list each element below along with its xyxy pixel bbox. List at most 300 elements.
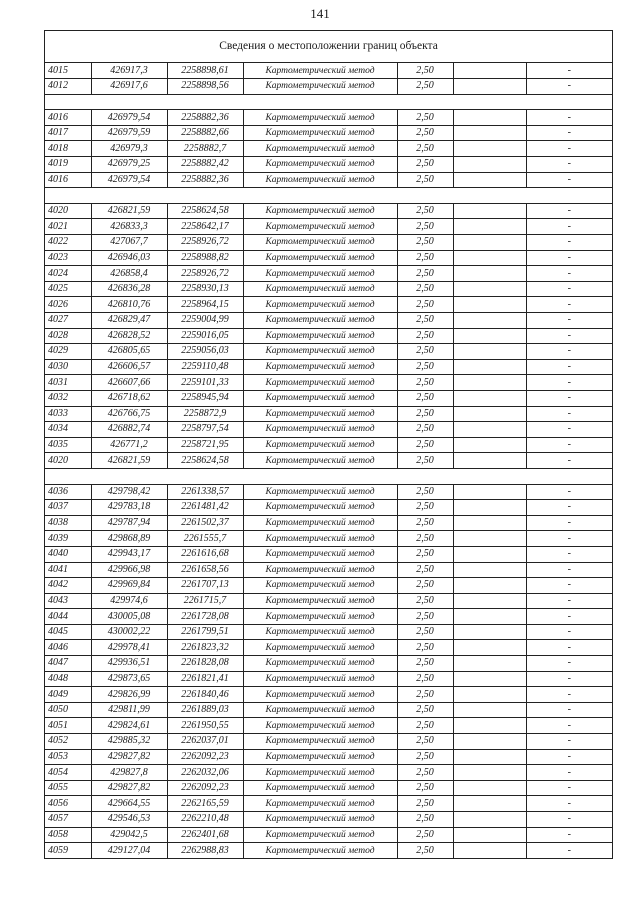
empty-cell-cell xyxy=(453,515,526,531)
x-coordinate-cell: 429811,99 xyxy=(91,702,167,718)
point-number-cell: 4032 xyxy=(45,390,91,406)
point-number-cell: 4031 xyxy=(45,375,91,391)
accuracy-cell: 2,50 xyxy=(397,812,453,828)
point-number-cell: 4021 xyxy=(45,219,91,235)
empty-cell-cell xyxy=(453,141,526,157)
method-cell: Картометрический метод xyxy=(243,203,397,219)
y-coordinate-cell: 2261828,08 xyxy=(167,656,243,672)
accuracy-cell: 2,50 xyxy=(397,172,453,188)
empty-cell-cell xyxy=(453,437,526,453)
empty-cell-cell xyxy=(453,172,526,188)
table-body xyxy=(45,63,612,858)
y-coordinate-cell: 2261728,08 xyxy=(167,609,243,625)
point-number-cell: 4052 xyxy=(45,734,91,750)
x-coordinate-cell: 426607,66 xyxy=(91,375,167,391)
point-number-cell: 4019 xyxy=(45,157,91,173)
description-cell: - xyxy=(526,422,612,438)
method-cell: Картометрический метод xyxy=(243,546,397,562)
description-cell: - xyxy=(526,843,612,859)
table-row xyxy=(45,422,612,438)
accuracy-cell: 2,50 xyxy=(397,718,453,734)
empty-cell-cell xyxy=(453,718,526,734)
empty-cell-cell xyxy=(453,125,526,141)
description-cell: - xyxy=(526,796,612,812)
table-row xyxy=(45,624,612,640)
description-cell: - xyxy=(526,656,612,672)
empty-cell-cell xyxy=(453,359,526,375)
x-coordinate-cell: 429798,42 xyxy=(91,484,167,500)
method-cell: Картометрический метод xyxy=(243,297,397,313)
y-coordinate-cell: 2259016,05 xyxy=(167,328,243,344)
method-cell: Картометрический метод xyxy=(243,687,397,703)
table-row xyxy=(45,453,612,469)
point-number-cell: 4040 xyxy=(45,546,91,562)
description-cell: - xyxy=(526,640,612,656)
x-coordinate-cell: 429943,17 xyxy=(91,546,167,562)
point-number-cell: 4055 xyxy=(45,780,91,796)
accuracy-cell: 2,50 xyxy=(397,827,453,843)
x-coordinate-cell: 429827,82 xyxy=(91,749,167,765)
description-cell: - xyxy=(526,531,612,547)
x-coordinate-cell: 429826,99 xyxy=(91,687,167,703)
accuracy-cell: 2,50 xyxy=(397,671,453,687)
table-row xyxy=(45,484,612,500)
accuracy-cell: 2,50 xyxy=(397,546,453,562)
x-coordinate-cell: 426882,74 xyxy=(91,422,167,438)
accuracy-cell: 2,50 xyxy=(397,640,453,656)
x-coordinate-cell: 429824,61 xyxy=(91,718,167,734)
method-cell: Картометрический метод xyxy=(243,593,397,609)
x-coordinate-cell: 426828,52 xyxy=(91,328,167,344)
y-coordinate-cell: 2261658,56 xyxy=(167,562,243,578)
y-coordinate-cell: 2259101,33 xyxy=(167,375,243,391)
y-coordinate-cell: 2258882,36 xyxy=(167,172,243,188)
group-separator-row xyxy=(45,468,612,484)
empty-cell-cell xyxy=(453,79,526,95)
empty-cell-cell xyxy=(453,375,526,391)
x-coordinate-cell: 426829,47 xyxy=(91,313,167,329)
table-row xyxy=(45,593,612,609)
description-cell: - xyxy=(526,671,612,687)
method-cell: Картометрический метод xyxy=(243,484,397,500)
x-coordinate-cell: 426821,59 xyxy=(91,453,167,469)
x-coordinate-cell: 429936,51 xyxy=(91,656,167,672)
method-cell: Картометрический метод xyxy=(243,437,397,453)
table-row xyxy=(45,344,612,360)
y-coordinate-cell: 2258964,15 xyxy=(167,297,243,313)
x-coordinate-cell: 426979,25 xyxy=(91,157,167,173)
y-coordinate-cell: 2258797,54 xyxy=(167,422,243,438)
empty-cell-cell xyxy=(453,281,526,297)
accuracy-cell: 2,50 xyxy=(397,266,453,282)
accuracy-cell: 2,50 xyxy=(397,422,453,438)
y-coordinate-cell: 2258882,7 xyxy=(167,141,243,157)
accuracy-cell: 2,50 xyxy=(397,406,453,422)
accuracy-cell: 2,50 xyxy=(397,796,453,812)
table-row xyxy=(45,63,612,79)
empty-cell-cell xyxy=(453,780,526,796)
empty-cell-cell xyxy=(453,687,526,703)
x-coordinate-cell: 430002,22 xyxy=(91,624,167,640)
empty-cell-cell xyxy=(453,609,526,625)
point-number-cell: 4059 xyxy=(45,843,91,859)
method-cell: Картометрический метод xyxy=(243,375,397,391)
table-row xyxy=(45,687,612,703)
table-row xyxy=(45,500,612,516)
group-separator-row xyxy=(45,188,612,204)
x-coordinate-cell: 426805,65 xyxy=(91,344,167,360)
point-number-cell: 4023 xyxy=(45,250,91,266)
table-row xyxy=(45,281,612,297)
empty-cell-cell xyxy=(453,406,526,422)
table-row xyxy=(45,406,612,422)
accuracy-cell: 2,50 xyxy=(397,500,453,516)
accuracy-cell: 2,50 xyxy=(397,656,453,672)
x-coordinate-cell: 429974,6 xyxy=(91,593,167,609)
empty-cell-cell xyxy=(453,235,526,251)
description-cell: - xyxy=(526,359,612,375)
x-coordinate-cell: 426821,59 xyxy=(91,203,167,219)
accuracy-cell: 2,50 xyxy=(397,313,453,329)
point-number-cell: 4036 xyxy=(45,484,91,500)
table-row xyxy=(45,359,612,375)
accuracy-cell: 2,50 xyxy=(397,765,453,781)
point-number-cell: 4018 xyxy=(45,141,91,157)
description-cell: - xyxy=(526,219,612,235)
method-cell: Картометрический метод xyxy=(243,281,397,297)
accuracy-cell: 2,50 xyxy=(397,79,453,95)
accuracy-cell: 2,50 xyxy=(397,702,453,718)
empty-cell-cell xyxy=(453,734,526,750)
accuracy-cell: 2,50 xyxy=(397,390,453,406)
table-row xyxy=(45,297,612,313)
accuracy-cell: 2,50 xyxy=(397,484,453,500)
x-coordinate-cell: 426917,6 xyxy=(91,79,167,95)
accuracy-cell: 2,50 xyxy=(397,515,453,531)
y-coordinate-cell: 2262032,06 xyxy=(167,765,243,781)
y-coordinate-cell: 2262037,01 xyxy=(167,734,243,750)
accuracy-cell: 2,50 xyxy=(397,437,453,453)
method-cell: Картометрический метод xyxy=(243,749,397,765)
method-cell: Картометрический метод xyxy=(243,578,397,594)
table-row xyxy=(45,157,612,173)
y-coordinate-cell: 2258930,13 xyxy=(167,281,243,297)
point-number-cell: 4041 xyxy=(45,562,91,578)
x-coordinate-cell: 429783,18 xyxy=(91,500,167,516)
accuracy-cell: 2,50 xyxy=(397,531,453,547)
description-cell: - xyxy=(526,500,612,516)
y-coordinate-cell: 2262401,68 xyxy=(167,827,243,843)
method-cell: Картометрический метод xyxy=(243,702,397,718)
empty-cell-cell xyxy=(453,843,526,859)
point-number-cell: 4053 xyxy=(45,749,91,765)
table-row xyxy=(45,843,612,859)
empty-cell-cell xyxy=(453,63,526,79)
empty-cell-cell xyxy=(453,157,526,173)
description-cell: - xyxy=(526,827,612,843)
empty-cell-cell xyxy=(453,484,526,500)
description-cell: - xyxy=(526,125,612,141)
table-row xyxy=(45,437,612,453)
table-row xyxy=(45,515,612,531)
point-number-cell: 4029 xyxy=(45,344,91,360)
table-row xyxy=(45,328,612,344)
point-number-cell: 4044 xyxy=(45,609,91,625)
table-row xyxy=(45,125,612,141)
method-cell: Картометрический метод xyxy=(243,780,397,796)
point-number-cell: 4037 xyxy=(45,500,91,516)
point-number-cell: 4051 xyxy=(45,718,91,734)
description-cell: - xyxy=(526,141,612,157)
accuracy-cell: 2,50 xyxy=(397,344,453,360)
method-cell: Картометрический метод xyxy=(243,656,397,672)
table-row xyxy=(45,219,612,235)
y-coordinate-cell: 2258882,36 xyxy=(167,110,243,126)
description-cell: - xyxy=(526,110,612,126)
description-cell: - xyxy=(526,390,612,406)
table-row xyxy=(45,546,612,562)
x-coordinate-cell: 429827,82 xyxy=(91,780,167,796)
description-cell: - xyxy=(526,157,612,173)
accuracy-cell: 2,50 xyxy=(397,593,453,609)
point-number-cell: 4027 xyxy=(45,313,91,329)
accuracy-cell: 2,50 xyxy=(397,297,453,313)
y-coordinate-cell: 2259110,48 xyxy=(167,359,243,375)
y-coordinate-cell: 2258898,61 xyxy=(167,63,243,79)
description-cell: - xyxy=(526,765,612,781)
description-cell: - xyxy=(526,812,612,828)
y-coordinate-cell: 2261338,57 xyxy=(167,484,243,500)
x-coordinate-cell: 426836,28 xyxy=(91,281,167,297)
accuracy-cell: 2,50 xyxy=(397,219,453,235)
method-cell: Картометрический метод xyxy=(243,63,397,79)
y-coordinate-cell: 2258872,9 xyxy=(167,406,243,422)
description-cell: - xyxy=(526,609,612,625)
point-number-cell: 4028 xyxy=(45,328,91,344)
point-number-cell: 4042 xyxy=(45,578,91,594)
method-cell: Картометрический метод xyxy=(243,609,397,625)
method-cell: Картометрический метод xyxy=(243,531,397,547)
accuracy-cell: 2,50 xyxy=(397,624,453,640)
method-cell: Картометрический метод xyxy=(243,453,397,469)
empty-cell-cell xyxy=(453,250,526,266)
table-row xyxy=(45,531,612,547)
description-cell: - xyxy=(526,702,612,718)
x-coordinate-cell: 426858,4 xyxy=(91,266,167,282)
x-coordinate-cell: 426771,2 xyxy=(91,437,167,453)
table-row xyxy=(45,203,612,219)
empty-cell-cell xyxy=(453,765,526,781)
point-number-cell: 4025 xyxy=(45,281,91,297)
empty-cell-cell xyxy=(453,593,526,609)
accuracy-cell: 2,50 xyxy=(397,141,453,157)
table-row xyxy=(45,250,612,266)
accuracy-cell: 2,50 xyxy=(397,375,453,391)
description-cell: - xyxy=(526,297,612,313)
table-row xyxy=(45,749,612,765)
point-number-cell: 4033 xyxy=(45,406,91,422)
x-coordinate-cell: 426766,75 xyxy=(91,406,167,422)
table-row xyxy=(45,640,612,656)
accuracy-cell: 2,50 xyxy=(397,609,453,625)
accuracy-cell: 2,50 xyxy=(397,749,453,765)
method-cell: Картометрический метод xyxy=(243,624,397,640)
empty-cell-cell xyxy=(453,328,526,344)
y-coordinate-cell: 2262092,23 xyxy=(167,780,243,796)
y-coordinate-cell: 2261889,03 xyxy=(167,702,243,718)
x-coordinate-cell: 429127,04 xyxy=(91,843,167,859)
accuracy-cell: 2,50 xyxy=(397,157,453,173)
y-coordinate-cell: 2258624,58 xyxy=(167,453,243,469)
method-cell: Картометрический метод xyxy=(243,266,397,282)
x-coordinate-cell: 429969,84 xyxy=(91,578,167,594)
description-cell: - xyxy=(526,578,612,594)
method-cell: Картометрический метод xyxy=(243,718,397,734)
y-coordinate-cell: 2262210,48 xyxy=(167,812,243,828)
x-coordinate-cell: 429664,55 xyxy=(91,796,167,812)
description-cell: - xyxy=(526,172,612,188)
y-coordinate-cell: 2258624,58 xyxy=(167,203,243,219)
x-coordinate-cell: 426810,76 xyxy=(91,297,167,313)
method-cell: Картометрический метод xyxy=(243,157,397,173)
empty-cell-cell xyxy=(453,313,526,329)
x-coordinate-cell: 426718,62 xyxy=(91,390,167,406)
x-coordinate-cell: 426979,3 xyxy=(91,141,167,157)
description-cell: - xyxy=(526,79,612,95)
method-cell: Картометрический метод xyxy=(243,250,397,266)
accuracy-cell: 2,50 xyxy=(397,125,453,141)
empty-cell-cell xyxy=(453,266,526,282)
description-cell: - xyxy=(526,266,612,282)
empty-cell-cell xyxy=(453,624,526,640)
y-coordinate-cell: 2258945,94 xyxy=(167,390,243,406)
separator-cell xyxy=(45,94,612,110)
x-coordinate-cell: 429966,98 xyxy=(91,562,167,578)
empty-cell-cell xyxy=(453,453,526,469)
point-number-cell: 4056 xyxy=(45,796,91,812)
table-title: Сведения о местоположении границ объекта xyxy=(45,31,612,63)
x-coordinate-cell: 426979,54 xyxy=(91,172,167,188)
table-row xyxy=(45,141,612,157)
table-row xyxy=(45,827,612,843)
description-cell: - xyxy=(526,624,612,640)
point-number-cell: 4046 xyxy=(45,640,91,656)
boundary-table-container xyxy=(44,30,613,859)
accuracy-cell: 2,50 xyxy=(397,687,453,703)
empty-cell-cell xyxy=(453,203,526,219)
point-number-cell: 4020 xyxy=(45,203,91,219)
method-cell: Картометрический метод xyxy=(243,812,397,828)
x-coordinate-cell: 427067,7 xyxy=(91,235,167,251)
method-cell: Картометрический метод xyxy=(243,562,397,578)
group-separator-row xyxy=(45,94,612,110)
accuracy-cell: 2,50 xyxy=(397,110,453,126)
x-coordinate-cell: 430005,08 xyxy=(91,609,167,625)
description-cell: - xyxy=(526,344,612,360)
point-number-cell: 4058 xyxy=(45,827,91,843)
empty-cell-cell xyxy=(453,297,526,313)
x-coordinate-cell: 429978,41 xyxy=(91,640,167,656)
method-cell: Картометрический метод xyxy=(243,172,397,188)
method-cell: Картометрический метод xyxy=(243,219,397,235)
description-cell: - xyxy=(526,375,612,391)
accuracy-cell: 2,50 xyxy=(397,843,453,859)
empty-cell-cell xyxy=(453,796,526,812)
method-cell: Картометрический метод xyxy=(243,390,397,406)
point-number-cell: 4047 xyxy=(45,656,91,672)
table-row xyxy=(45,765,612,781)
accuracy-cell: 2,50 xyxy=(397,562,453,578)
x-coordinate-cell: 429827,8 xyxy=(91,765,167,781)
empty-cell-cell xyxy=(453,671,526,687)
point-number-cell: 4017 xyxy=(45,125,91,141)
y-coordinate-cell: 2261502,37 xyxy=(167,515,243,531)
empty-cell-cell xyxy=(453,812,526,828)
point-number-cell: 4049 xyxy=(45,687,91,703)
table-row xyxy=(45,812,612,828)
description-cell: - xyxy=(526,749,612,765)
method-cell: Картометрический метод xyxy=(243,734,397,750)
accuracy-cell: 2,50 xyxy=(397,780,453,796)
x-coordinate-cell: 426979,59 xyxy=(91,125,167,141)
accuracy-cell: 2,50 xyxy=(397,734,453,750)
method-cell: Картометрический метод xyxy=(243,843,397,859)
empty-cell-cell xyxy=(453,390,526,406)
description-cell: - xyxy=(526,562,612,578)
table-row xyxy=(45,702,612,718)
y-coordinate-cell: 2262165,59 xyxy=(167,796,243,812)
description-cell: - xyxy=(526,313,612,329)
x-coordinate-cell: 429787,94 xyxy=(91,515,167,531)
method-cell: Картометрический метод xyxy=(243,827,397,843)
separator-cell xyxy=(45,468,612,484)
empty-cell-cell xyxy=(453,827,526,843)
point-number-cell: 4050 xyxy=(45,702,91,718)
description-cell: - xyxy=(526,235,612,251)
empty-cell-cell xyxy=(453,110,526,126)
accuracy-cell: 2,50 xyxy=(397,235,453,251)
description-cell: - xyxy=(526,453,612,469)
table-row xyxy=(45,235,612,251)
point-number-cell: 4016 xyxy=(45,110,91,126)
empty-cell-cell xyxy=(453,422,526,438)
description-cell: - xyxy=(526,250,612,266)
accuracy-cell: 2,50 xyxy=(397,359,453,375)
empty-cell-cell xyxy=(453,562,526,578)
y-coordinate-cell: 2262988,83 xyxy=(167,843,243,859)
table-row xyxy=(45,375,612,391)
table-row xyxy=(45,110,612,126)
y-coordinate-cell: 2261555,7 xyxy=(167,531,243,547)
y-coordinate-cell: 2258882,66 xyxy=(167,125,243,141)
method-cell: Картометрический метод xyxy=(243,141,397,157)
empty-cell-cell xyxy=(453,531,526,547)
separator-cell xyxy=(45,188,612,204)
table-row xyxy=(45,796,612,812)
y-coordinate-cell: 2261840,46 xyxy=(167,687,243,703)
description-cell: - xyxy=(526,437,612,453)
y-coordinate-cell: 2261950,55 xyxy=(167,718,243,734)
x-coordinate-cell: 426979,54 xyxy=(91,110,167,126)
x-coordinate-cell: 429873,65 xyxy=(91,671,167,687)
y-coordinate-cell: 2261616,68 xyxy=(167,546,243,562)
table-row xyxy=(45,734,612,750)
point-number-cell: 4022 xyxy=(45,235,91,251)
y-coordinate-cell: 2258988,82 xyxy=(167,250,243,266)
method-cell: Картометрический метод xyxy=(243,500,397,516)
y-coordinate-cell: 2258926,72 xyxy=(167,266,243,282)
table-row xyxy=(45,671,612,687)
